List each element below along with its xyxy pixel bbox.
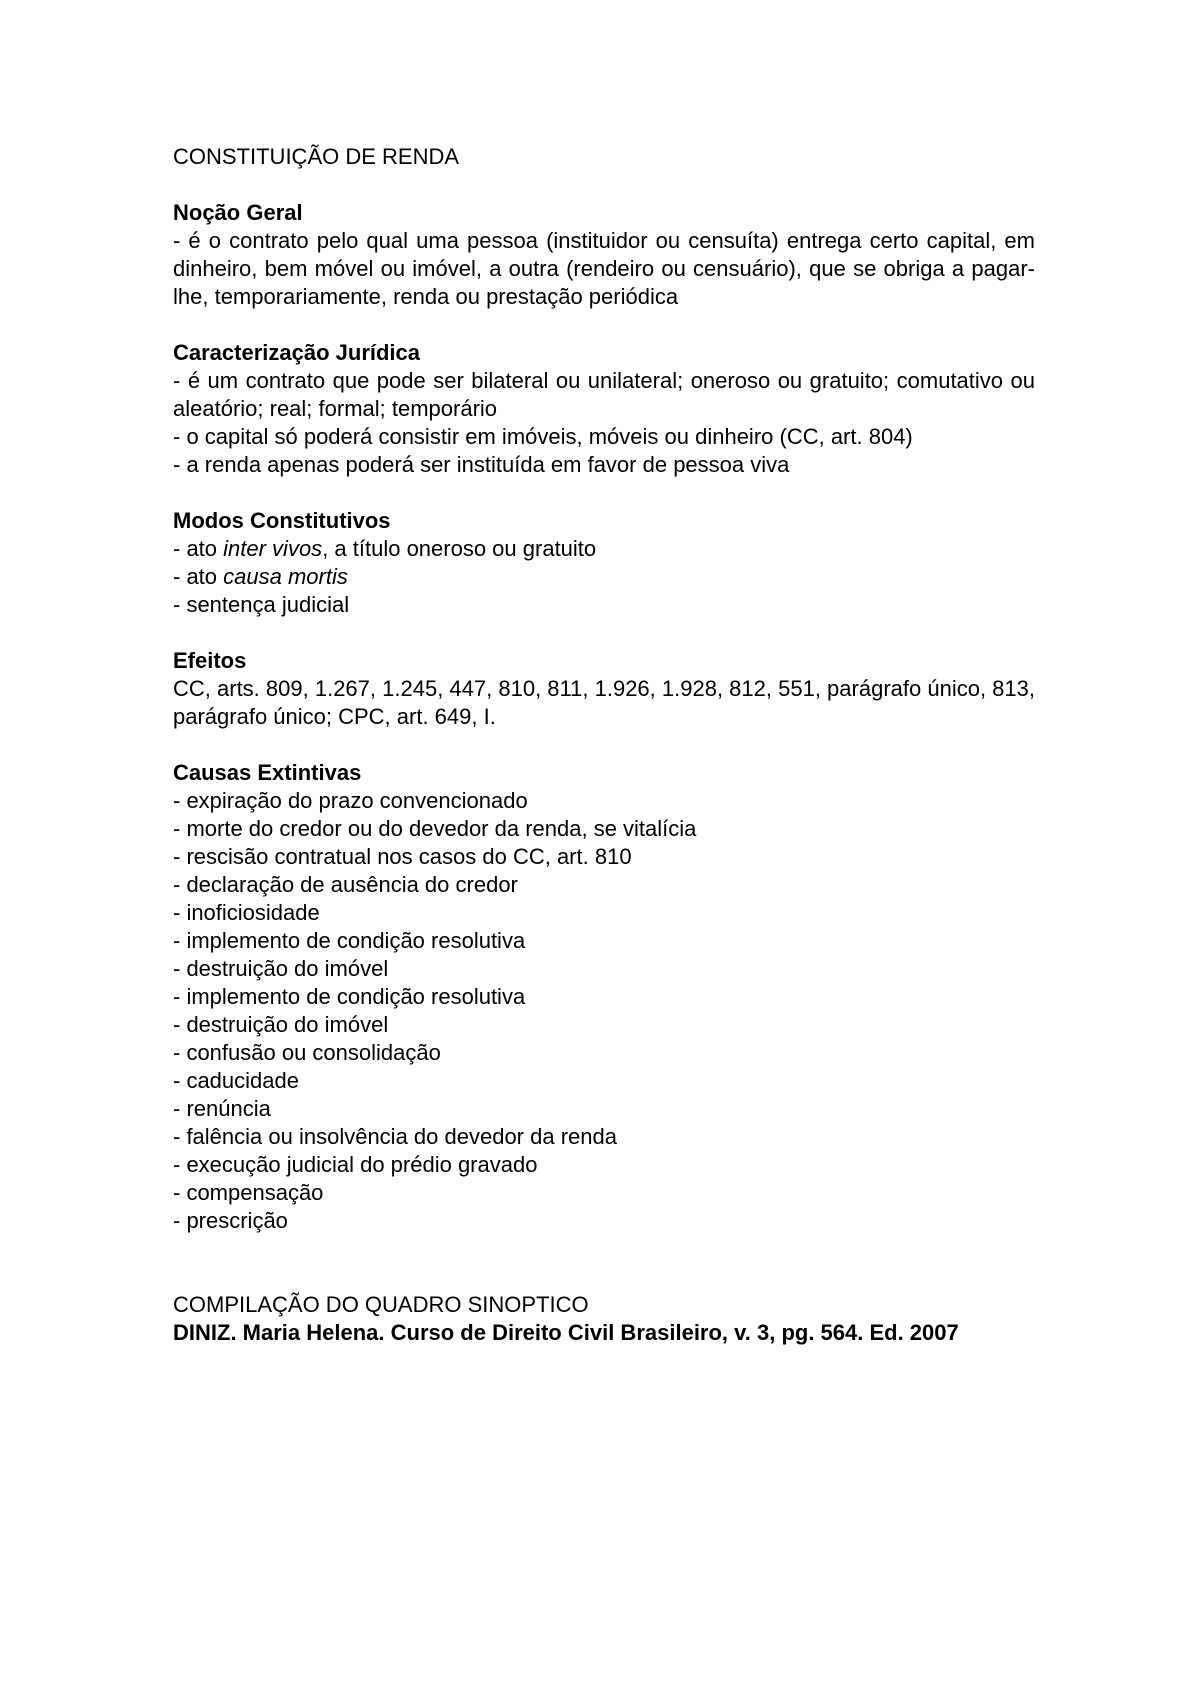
section-line: - sentença judicial xyxy=(173,592,350,617)
section-heading: Noção Geral xyxy=(173,200,303,225)
reference-title: COMPILAÇÃO DO QUADRO SINOPTICO xyxy=(173,1292,589,1317)
section-paragraph: CC, arts. 809, 1.267, 1.245, 447, 810, 811, 1.926, 1.928, 812, 551, parágrafo único, 813, parágrafo único; CPC, art. 649, I. xyxy=(173,676,1035,729)
list-item: - implemento de condição resolutiva xyxy=(173,928,526,953)
list-item: - renúncia xyxy=(173,1096,271,1121)
list-item: - implemento de condição resolutiva xyxy=(173,984,526,1009)
line-suffix: , a título oneroso ou gratuito xyxy=(322,536,597,561)
section-efeitos xyxy=(173,647,1035,731)
section-modos-constitutivos xyxy=(173,507,1035,619)
section-line xyxy=(173,563,1035,591)
section-paragraph: - é um contrato que pode ser bilateral ou unilateral; oneroso ou gratuito; comutativo ou aleatório; real; formal; temporário xyxy=(173,368,1035,421)
list-item: - destruição do imóvel xyxy=(173,1012,389,1037)
section-nocao-geral xyxy=(173,199,1035,311)
section-spacer xyxy=(173,1235,1035,1291)
list-item: - expiração do prazo convencionado xyxy=(173,788,528,813)
list-item: - falência ou insolvência do devedor da renda xyxy=(173,1124,617,1149)
list-item: - execução judicial do prédio gravado xyxy=(173,1152,538,1177)
reference-citation: DINIZ. Maria Helena. Curso de Direito Civil Brasileiro, v. 3, pg. 564. Ed. 2007 xyxy=(173,1320,959,1345)
list-item: - caducidade xyxy=(173,1068,299,1093)
list-item: - compensação xyxy=(173,1180,324,1205)
section-caracterizacao-juridica xyxy=(173,339,1035,479)
document-body xyxy=(173,143,1035,1347)
section-causas-extintivas xyxy=(173,759,1035,1235)
list-item: - rescisão contratual nos casos do CC, art. 810 xyxy=(173,844,632,869)
section-heading: Caracterização Jurídica xyxy=(173,340,421,365)
document-title: CONSTITUIÇÃO DE RENDA xyxy=(173,144,460,169)
section-heading: Causas Extintivas xyxy=(173,760,362,785)
section-line: - o capital só poderá consistir em imóveis, móveis ou dinheiro (CC, art. 804) xyxy=(173,424,913,449)
line-prefix: - ato xyxy=(173,564,224,589)
italic-term: causa mortis xyxy=(223,564,348,589)
section-line: - a renda apenas poderá ser instituída em favor de pessoa viva xyxy=(173,452,790,477)
section-heading: Modos Constitutivos xyxy=(173,508,391,533)
list-item: - destruição do imóvel xyxy=(173,956,389,981)
section-heading: Efeitos xyxy=(173,648,247,673)
line-prefix: - ato xyxy=(173,536,224,561)
italic-term: inter vivos xyxy=(223,536,323,561)
list-item: - morte do credor ou do devedor da renda, se vitalícia xyxy=(173,816,697,841)
reference-block xyxy=(173,1291,1035,1347)
section-paragraph: - é o contrato pelo qual uma pessoa (instituidor ou censuíta) entrega certo capital, em dinheiro, bem móvel ou imóvel, a outra (rendeiro ou censuário), que se obriga a pagar-lhe, temporariamente, renda ou prestação periódica xyxy=(173,228,1035,309)
list-item: - inoficiosidade xyxy=(173,900,320,925)
section-line xyxy=(173,535,1035,563)
list-item: - prescrição xyxy=(173,1208,288,1233)
list-item: - confusão ou consolidação xyxy=(173,1040,441,1065)
list-item: - declaração de ausência do credor xyxy=(173,872,518,897)
